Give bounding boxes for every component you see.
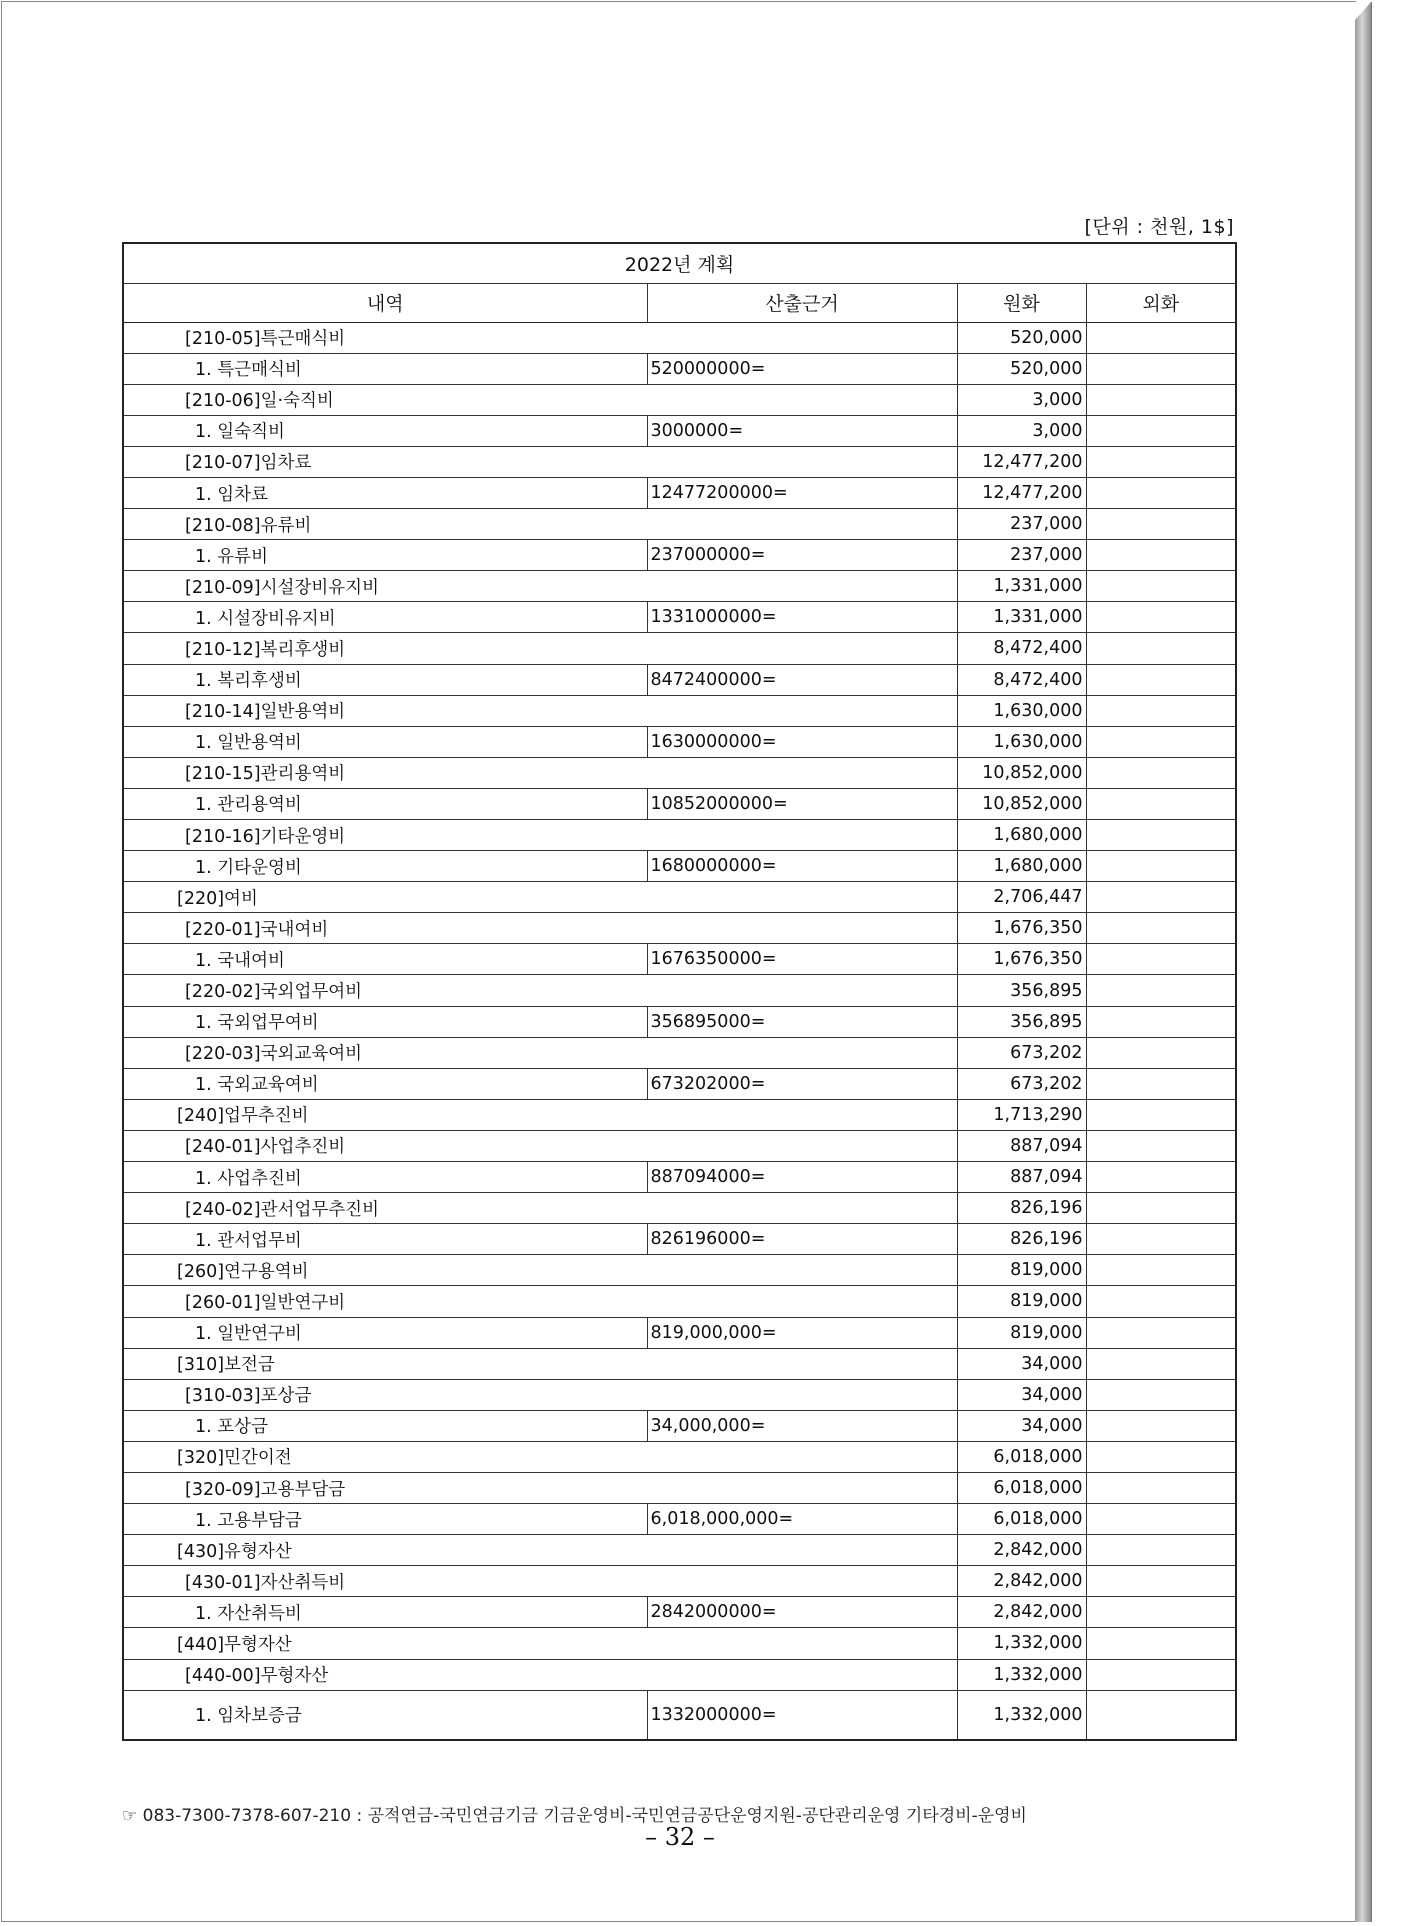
row-basis: 826196000= (647, 1224, 957, 1255)
table-row (123, 1441, 1236, 1472)
row-basis: 1332000000= (647, 1690, 957, 1740)
row-item: 1. 시설장비유지비 (123, 602, 647, 633)
table-row (123, 1099, 1236, 1130)
page-edge-corner (1355, 2, 1371, 20)
row-basis: 3000000= (647, 415, 957, 446)
row-item: [310-03]포상금 (123, 1379, 957, 1410)
row-fx (1086, 1628, 1236, 1659)
table-row (123, 540, 1236, 571)
row-krw: 826,196 (957, 1224, 1086, 1255)
row-fx (1086, 1348, 1236, 1379)
row-fx (1086, 1162, 1236, 1193)
row-item: 1. 국내여비 (123, 944, 647, 975)
row-item: [220]여비 (123, 882, 957, 913)
table-row (123, 1628, 1236, 1659)
row-item: 1. 일숙직비 (123, 415, 647, 446)
budget-table (122, 242, 1237, 1741)
row-fx (1086, 1659, 1236, 1690)
table-row (123, 1535, 1236, 1566)
row-krw: 819,000 (957, 1255, 1086, 1286)
row-krw: 826,196 (957, 1193, 1086, 1224)
row-item: [260]연구용역비 (123, 1255, 957, 1286)
row-krw: 3,000 (957, 384, 1086, 415)
row-item: 1. 임차보증금 (123, 1690, 647, 1740)
table-header-row (123, 283, 1236, 322)
row-fx (1086, 1535, 1236, 1566)
row-krw: 2,706,447 (957, 882, 1086, 913)
row-fx (1086, 384, 1236, 415)
row-krw: 1,332,000 (957, 1690, 1086, 1740)
row-krw: 34,000 (957, 1379, 1086, 1410)
row-fx (1086, 1597, 1236, 1628)
row-krw: 819,000 (957, 1286, 1086, 1317)
row-krw: 356,895 (957, 1006, 1086, 1037)
table-title: 2022년 계획 (123, 243, 1236, 283)
row-krw: 1,680,000 (957, 851, 1086, 882)
table-row (123, 1410, 1236, 1441)
unit-label: [단위 : 천원, 1$] (1084, 216, 1234, 238)
row-item: [210-05]특근매식비 (123, 322, 957, 353)
row-fx (1086, 1068, 1236, 1099)
row-basis: 237000000= (647, 540, 957, 571)
row-basis: 673202000= (647, 1068, 957, 1099)
table-row (123, 944, 1236, 975)
table-row (123, 353, 1236, 384)
row-fx (1086, 757, 1236, 788)
row-krw: 12,477,200 (957, 446, 1086, 477)
table-row (123, 1317, 1236, 1348)
table-row (123, 882, 1236, 913)
row-fx (1086, 1006, 1236, 1037)
table-row (123, 1037, 1236, 1068)
table-row (123, 509, 1236, 540)
row-krw: 1,331,000 (957, 602, 1086, 633)
row-basis: 6,018,000,000= (647, 1504, 957, 1535)
row-krw: 34,000 (957, 1348, 1086, 1379)
row-item: 1. 자산취득비 (123, 1597, 647, 1628)
row-basis: 8472400000= (647, 664, 957, 695)
row-krw: 1,713,290 (957, 1099, 1086, 1130)
row-basis: 2842000000= (647, 1597, 957, 1628)
row-fx (1086, 1379, 1236, 1410)
row-fx (1086, 540, 1236, 571)
row-krw: 1,332,000 (957, 1659, 1086, 1690)
row-krw: 6,018,000 (957, 1472, 1086, 1503)
row-krw: 356,895 (957, 975, 1086, 1006)
row-krw: 8,472,400 (957, 664, 1086, 695)
row-krw: 237,000 (957, 540, 1086, 571)
row-basis: 10852000000= (647, 788, 957, 819)
row-item: [210-08]유류비 (123, 509, 957, 540)
row-fx (1086, 1690, 1236, 1740)
row-krw: 12,477,200 (957, 477, 1086, 508)
table-row (123, 1224, 1236, 1255)
header-krw: 원화 (957, 283, 1086, 322)
row-krw: 520,000 (957, 322, 1086, 353)
row-fx (1086, 695, 1236, 726)
row-fx (1086, 1410, 1236, 1441)
header-basis: 산출근거 (647, 283, 957, 322)
row-fx (1086, 1099, 1236, 1130)
table-row (123, 571, 1236, 602)
row-krw: 237,000 (957, 509, 1086, 540)
row-item: [210-12]복리후생비 (123, 633, 957, 664)
row-fx (1086, 446, 1236, 477)
row-krw: 3,000 (957, 415, 1086, 446)
row-item: [320-09]고용부담금 (123, 1472, 957, 1503)
row-krw: 1,630,000 (957, 695, 1086, 726)
row-basis: 12477200000= (647, 477, 957, 508)
row-fx (1086, 1566, 1236, 1597)
row-fx (1086, 1286, 1236, 1317)
table-row (123, 726, 1236, 757)
row-krw: 1,332,000 (957, 1628, 1086, 1659)
table-row (123, 975, 1236, 1006)
table-row (123, 384, 1236, 415)
row-basis: 1676350000= (647, 944, 957, 975)
row-krw: 819,000 (957, 1317, 1086, 1348)
row-fx (1086, 415, 1236, 446)
row-item: 1. 임차료 (123, 477, 647, 508)
row-fx (1086, 882, 1236, 913)
row-fx (1086, 944, 1236, 975)
row-krw: 2,842,000 (957, 1597, 1086, 1628)
row-item: [220-03]국외교육여비 (123, 1037, 957, 1068)
row-item: 1. 일반연구비 (123, 1317, 647, 1348)
row-item: 1. 관리용역비 (123, 788, 647, 819)
table-row (123, 913, 1236, 944)
row-fx (1086, 1037, 1236, 1068)
table-row (123, 633, 1236, 664)
row-krw: 2,842,000 (957, 1566, 1086, 1597)
table-row (123, 602, 1236, 633)
row-fx (1086, 788, 1236, 819)
table-row (123, 322, 1236, 353)
row-fx (1086, 1317, 1236, 1348)
row-basis: 34,000,000= (647, 1410, 957, 1441)
row-krw: 2,842,000 (957, 1535, 1086, 1566)
row-krw: 1,676,350 (957, 944, 1086, 975)
table-row (123, 788, 1236, 819)
row-krw: 1,680,000 (957, 820, 1086, 851)
row-item: 1. 사업추진비 (123, 1162, 647, 1193)
row-basis: 1630000000= (647, 726, 957, 757)
row-item: 1. 복리후생비 (123, 664, 647, 695)
row-item: [210-14]일반용역비 (123, 695, 957, 726)
row-item: 1. 국외교육여비 (123, 1068, 647, 1099)
row-item: [220-02]국외업무여비 (123, 975, 957, 1006)
table-title-row (123, 243, 1236, 283)
table-row (123, 1255, 1236, 1286)
row-krw: 6,018,000 (957, 1441, 1086, 1472)
row-krw: 1,630,000 (957, 726, 1086, 757)
row-item: [440-00]무형자산 (123, 1659, 957, 1690)
row-item: [260-01]일반연구비 (123, 1286, 957, 1317)
row-krw: 10,852,000 (957, 757, 1086, 788)
table-row (123, 1162, 1236, 1193)
table-row (123, 820, 1236, 851)
row-krw: 6,018,000 (957, 1504, 1086, 1535)
row-fx (1086, 1224, 1236, 1255)
row-fx (1086, 820, 1236, 851)
row-item: 1. 국외업무여비 (123, 1006, 647, 1037)
table-body (123, 322, 1236, 1740)
row-fx (1086, 1472, 1236, 1503)
row-fx (1086, 975, 1236, 1006)
row-krw: 673,202 (957, 1068, 1086, 1099)
row-krw: 10,852,000 (957, 788, 1086, 819)
table-row (123, 664, 1236, 695)
table-row (123, 757, 1236, 788)
row-fx (1086, 1441, 1236, 1472)
row-krw: 1,676,350 (957, 913, 1086, 944)
row-item: [210-06]일·숙직비 (123, 384, 957, 415)
row-fx (1086, 477, 1236, 508)
row-item: 1. 고용부담금 (123, 1504, 647, 1535)
row-basis: 356895000= (647, 1006, 957, 1037)
table-row (123, 1566, 1236, 1597)
table-row (123, 1068, 1236, 1099)
header-fx: 외화 (1086, 283, 1236, 322)
row-basis: 520000000= (647, 353, 957, 384)
row-item: [240-02]관서업무추진비 (123, 1193, 957, 1224)
row-krw: 887,094 (957, 1162, 1086, 1193)
row-krw: 520,000 (957, 353, 1086, 384)
row-fx (1086, 726, 1236, 757)
row-fx (1086, 1504, 1236, 1535)
table-row (123, 1504, 1236, 1535)
table-row (123, 446, 1236, 477)
row-fx (1086, 353, 1236, 384)
row-item: [430]유형자산 (123, 1535, 957, 1566)
header-item: 내역 (123, 283, 647, 322)
page-edge (1355, 2, 1372, 1922)
row-krw: 8,472,400 (957, 633, 1086, 664)
table-row (123, 1379, 1236, 1410)
table-row (123, 1472, 1236, 1503)
row-item: 1. 기타운영비 (123, 851, 647, 882)
row-basis: 1331000000= (647, 602, 957, 633)
row-item: [220-01]국내여비 (123, 913, 957, 944)
row-item: [310]보전금 (123, 1348, 957, 1379)
table-row (123, 1006, 1236, 1037)
row-item: [210-15]관리용역비 (123, 757, 957, 788)
row-item: 1. 특근매식비 (123, 353, 647, 384)
row-item: 1. 유류비 (123, 540, 647, 571)
table-row (123, 1193, 1236, 1224)
row-basis: 887094000= (647, 1162, 957, 1193)
row-krw: 673,202 (957, 1037, 1086, 1068)
row-fx (1086, 851, 1236, 882)
table-row (123, 851, 1236, 882)
row-fx (1086, 633, 1236, 664)
row-basis: 819,000,000= (647, 1317, 957, 1348)
table-row (123, 1597, 1236, 1628)
table-row (123, 1348, 1236, 1379)
page-number: – 32 – (645, 1823, 715, 1851)
table-row (123, 415, 1236, 446)
row-item: [210-07]임차료 (123, 446, 957, 477)
row-item: [210-09]시설장비유지비 (123, 571, 957, 602)
row-item: [430-01]자산취득비 (123, 1566, 957, 1597)
row-krw: 887,094 (957, 1130, 1086, 1161)
table-row (123, 1690, 1236, 1740)
row-fx (1086, 664, 1236, 695)
row-item: 1. 일반용역비 (123, 726, 647, 757)
row-fx (1086, 1255, 1236, 1286)
row-item: 1. 관서업무비 (123, 1224, 647, 1255)
row-fx (1086, 571, 1236, 602)
row-basis: 1680000000= (647, 851, 957, 882)
table-row (123, 695, 1236, 726)
row-item: [240-01]사업추진비 (123, 1130, 957, 1161)
row-item: [210-16]기타운영비 (123, 820, 957, 851)
row-item: [320]민간이전 (123, 1441, 957, 1472)
row-fx (1086, 1130, 1236, 1161)
row-fx (1086, 1193, 1236, 1224)
table-row (123, 1659, 1236, 1690)
row-item: [440]무형자산 (123, 1628, 957, 1659)
row-fx (1086, 322, 1236, 353)
table-row (123, 477, 1236, 508)
row-fx (1086, 602, 1236, 633)
row-krw: 1,331,000 (957, 571, 1086, 602)
footnote: ☞ 083-7300-7378-607-210 : 공적연금-국민연금기금 기금운영비-국민연금공단운영지원-공단관리운영 기타경비-운영비 (122, 1806, 1027, 1826)
row-fx (1086, 509, 1236, 540)
table-row (123, 1286, 1236, 1317)
row-item: 1. 포상금 (123, 1410, 647, 1441)
row-krw: 34,000 (957, 1410, 1086, 1441)
row-item: [240]업무추진비 (123, 1099, 957, 1130)
table-row (123, 1130, 1236, 1161)
row-fx (1086, 913, 1236, 944)
